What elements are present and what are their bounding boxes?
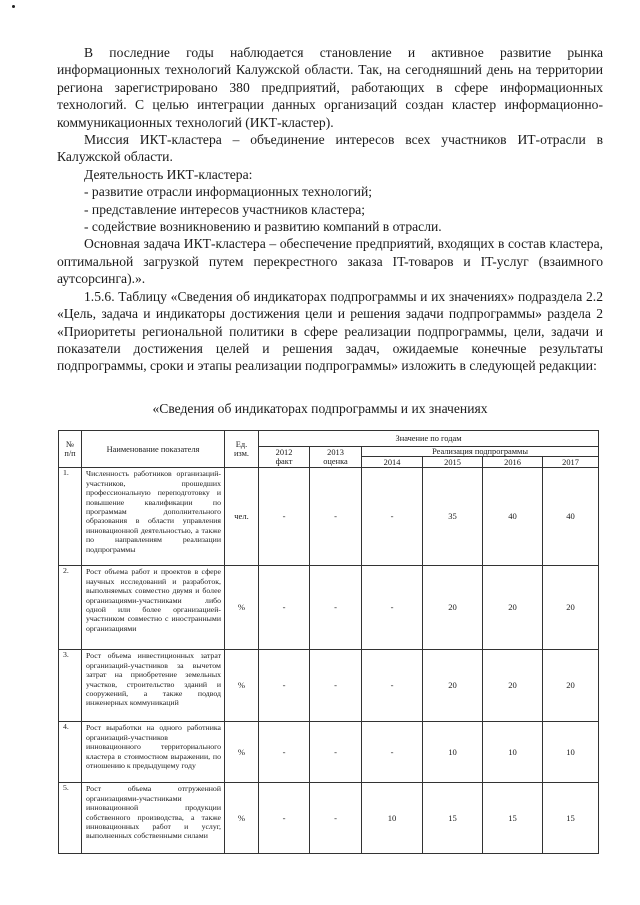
row-value-2013: - (310, 566, 362, 650)
row-unit: чел. (225, 468, 259, 566)
row-value-2016: 20 (483, 650, 543, 722)
row-unit: % (225, 722, 259, 783)
row-value-2012: - (259, 722, 310, 783)
row-value-2013: - (310, 722, 362, 783)
row-value-2012: - (259, 783, 310, 854)
row-value-2016: 20 (483, 566, 543, 650)
header-2013 (310, 447, 362, 468)
header-unit: Ед. изм. (225, 431, 259, 468)
header-2013-year: 2013 (327, 447, 344, 457)
row-value-2017: 10 (543, 722, 599, 783)
row-name: Рост объема отгруженной организациями-участниками инновационной продукции собственного производства, а также инновационных работ и услуг, выполненных собственными силами (82, 783, 225, 854)
header-2012-year: 2012 (275, 447, 293, 457)
header-2013-note: оценка (323, 457, 348, 467)
paragraph-main-task: Основная задача ИКТ-кластера – обеспечение предприятий, входящих в состав кластера, оптимальной загрузкой путем перекрестного заказа IT-товаров и IT-услуг (взаимного аутсорсинга).». (57, 236, 603, 287)
header-year-2014: 2014 (362, 457, 423, 468)
header-name: Наименование показателя (82, 431, 225, 468)
header-2012 (259, 447, 310, 468)
header-values-by-year: Значение по годам (259, 431, 599, 447)
row-value-2013: - (310, 650, 362, 722)
list-item-activity-3: - содействие возникновению и развитию компаний в отрасли. (84, 219, 442, 235)
paragraph-amendment: 1.5.6. Таблицу «Сведения об индикаторах подпрограммы и их значениях» подраздела 2.2 «Цель, задача и индикаторы достижения цели и решения задачи подпрограммы» раздела 2 «Приоритеты региональной политики в сфере реализации подпрограммы, цели, задачи и показатели достижения целей и решения задач, ожидаемые конечные результаты подпрограммы, сроки и этапы реализации подпрограммы» изложить в следующей редакции: (57, 288, 603, 374)
header-year-2017: 2017 (543, 457, 599, 468)
row-value-2015: 20 (423, 650, 483, 722)
table-row (59, 566, 599, 650)
row-value-2014: - (362, 468, 423, 566)
row-value-2014: - (362, 650, 423, 722)
row-value-2012: - (259, 650, 310, 722)
row-num: 4. (59, 722, 82, 783)
row-value-2013: - (310, 468, 362, 566)
row-value-2015: 20 (423, 566, 483, 650)
table-title: «Сведения об индикаторах подпрограммы и их значениях (152, 401, 488, 416)
table-row (59, 650, 599, 722)
body-text (57, 44, 603, 375)
row-value-2017: 40 (543, 468, 599, 566)
row-unit: % (225, 566, 259, 650)
row-value-2016: 15 (483, 783, 543, 854)
row-name: Рост объема инвестиционных затрат организаций-участников за вычетом затрат на приобретение земельных участков, строительство зданий и сооружений, а также подвод инженерных коммуникаций (82, 650, 225, 722)
header-year-2015: 2015 (423, 457, 483, 468)
row-value-2015: 35 (423, 468, 483, 566)
row-num: 2. (59, 566, 82, 650)
table-row (59, 783, 599, 854)
indicators-table (58, 430, 599, 854)
row-value-2012: - (259, 566, 310, 650)
row-unit: % (225, 650, 259, 722)
header-num: № п/п (59, 431, 82, 468)
paragraph-market: В последние годы наблюдается становление и активное развитие рынка информационных технологий Калужской области. Так, на сегодняшний день на территории региона зарегистрировано 380 предприятий, работающих в сфере информационных технологий. С целью интеграции данных организаций создан кластер информационно-коммуникационных технологий (ИКТ-кластер). (57, 45, 603, 130)
list-item-activity-1: - развитие отрасли информационных технологий; (84, 184, 372, 200)
row-value-2014: - (362, 722, 423, 783)
row-value-2015: 15 (423, 783, 483, 854)
table-row (59, 722, 599, 783)
row-unit: % (225, 783, 259, 854)
header-2012-note: факт (275, 457, 293, 467)
row-value-2017: 20 (543, 566, 599, 650)
table-row (59, 468, 599, 566)
row-num: 5. (59, 783, 82, 854)
header-implementation: Реализация подпрограммы (362, 447, 599, 457)
header-year-2016: 2016 (483, 457, 543, 468)
row-num: 3. (59, 650, 82, 722)
row-value-2017: 20 (543, 650, 599, 722)
row-value-2013: - (310, 783, 362, 854)
row-name: Рост выработки на одного работника организаций-участников инновационного территориального кластера в стоимостном выражении, по отношению к предыдущему году (82, 722, 225, 783)
row-value-2016: 40 (483, 468, 543, 566)
list-item-activity-2: - представление интересов участников кластера; (84, 201, 366, 217)
paragraph-mission: Миссия ИКТ-кластера – объединение интересов всех участников ИТ-отрасли в Калужской области. (57, 132, 603, 165)
row-value-2016: 10 (483, 722, 543, 783)
page-dot-mark (12, 5, 15, 8)
row-value-2014: 10 (362, 783, 423, 854)
row-num: 1. (59, 468, 82, 566)
row-value-2014: - (362, 566, 423, 650)
row-name: Численность работников организаций-участников, прошедших профессиональную переподготовку и повышение квалификации по программам дополнительного образования в области управления инновационной деятельностью, а также по направлениям реализации подпрограммы (82, 468, 225, 566)
row-value-2017: 15 (543, 783, 599, 854)
row-value-2015: 10 (423, 722, 483, 783)
row-value-2012: - (259, 468, 310, 566)
paragraph-activity-title: Деятельность ИКТ-кластера: (84, 166, 253, 182)
row-name: Рост объема работ и проектов в сфере научных исследований и разработок, выполняемых совместно двумя и более организациями-участниками либо одной или более организацией-участником совместно с иностранными организациями (82, 566, 225, 650)
